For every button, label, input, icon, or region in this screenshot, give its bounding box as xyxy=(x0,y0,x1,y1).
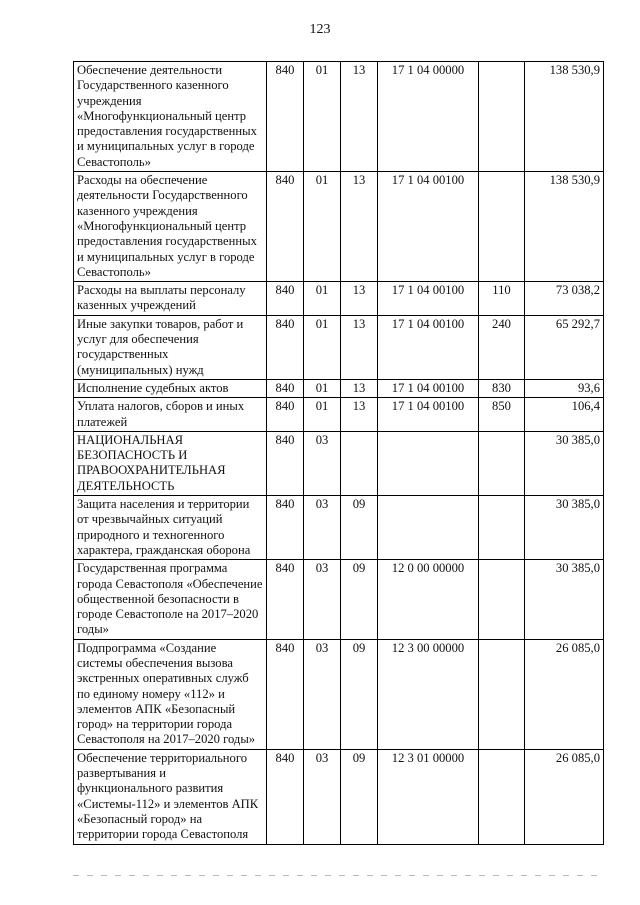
row-rz: 01 xyxy=(304,282,341,316)
row-csr: 12 3 01 00000 xyxy=(378,749,479,844)
row-name: Иные закупки товаров, работ и услуг для обеспечения государственных (муниципальных) нужд xyxy=(74,315,267,379)
page-number: 123 xyxy=(309,22,331,37)
row-vr: 110 xyxy=(479,282,525,316)
row-csr: 17 1 04 00000 xyxy=(378,62,479,172)
row-ved: 840 xyxy=(267,398,304,432)
table-row xyxy=(74,172,604,282)
row-amount: 30 385,0 xyxy=(525,560,604,639)
row-amount: 26 085,0 xyxy=(525,749,604,844)
table-row xyxy=(74,496,604,560)
row-ved: 840 xyxy=(267,62,304,172)
table-row xyxy=(74,749,604,844)
row-ved: 840 xyxy=(267,496,304,560)
row-pr: 13 xyxy=(341,379,378,397)
row-csr: 17 1 04 00100 xyxy=(378,172,479,282)
row-pr: 09 xyxy=(341,749,378,844)
row-rz: 03 xyxy=(304,639,341,749)
row-rz: 01 xyxy=(304,379,341,397)
row-vr: 240 xyxy=(479,315,525,379)
row-csr: 17 1 04 00100 xyxy=(378,282,479,316)
row-pr: 13 xyxy=(341,62,378,172)
row-name: Защита населения и территории от чрезвычайных ситуаций природного и техногенного характера, гражданская оборона xyxy=(74,496,267,560)
row-name: Расходы на выплаты персоналу казенных учреждений xyxy=(74,282,267,316)
row-name: Расходы на обеспечение деятельности Государственного казенного учреждения «Многофункциональный центр предоставления государственных и муниципальных услуг в городе Севастополь» xyxy=(74,172,267,282)
row-vr: 830 xyxy=(479,379,525,397)
row-name: Обеспечение территориального развертывания и функционального развития «Системы-112» и элементов АПК «Безопасный город» на территории города Севастополя xyxy=(74,749,267,844)
row-amount: 26 085,0 xyxy=(525,639,604,749)
table-row xyxy=(74,398,604,432)
row-pr: 09 xyxy=(341,639,378,749)
row-csr xyxy=(378,496,479,560)
row-amount: 93,6 xyxy=(525,379,604,397)
row-pr: 13 xyxy=(341,315,378,379)
row-name: Подпрограмма «Создание системы обеспечения вызова экстренных оперативных служб по единому номеру «112» и элементов АПК «Безопасный город» на территории города Севастополя на 2017–2020 годы» xyxy=(74,639,267,749)
row-ved: 840 xyxy=(267,749,304,844)
row-csr: 17 1 04 00100 xyxy=(378,315,479,379)
row-name: Уплата налогов, сборов и иных платежей xyxy=(74,398,267,432)
row-rz: 01 xyxy=(304,315,341,379)
row-amount: 65 292,7 xyxy=(525,315,604,379)
table-row xyxy=(74,560,604,639)
row-vr xyxy=(479,62,525,172)
row-name: Исполнение судебных актов xyxy=(74,379,267,397)
row-ved: 840 xyxy=(267,315,304,379)
row-ved: 840 xyxy=(267,172,304,282)
row-amount: 106,4 xyxy=(525,398,604,432)
row-pr: 09 xyxy=(341,560,378,639)
row-name: НАЦИОНАЛЬНАЯ БЕЗОПАСНОСТЬ И ПРАВООХРАНИТЕЛЬНАЯ ДЕЯТЕЛЬНОСТЬ xyxy=(74,431,267,495)
row-rz: 01 xyxy=(304,172,341,282)
row-name: Обеспечение деятельности Государственного казенного учреждения «Многофункциональный центр предоставления государственных и муниципальных услуг в городе Севастополь» xyxy=(74,62,267,172)
row-csr xyxy=(378,431,479,495)
row-csr: 17 1 04 00100 xyxy=(378,398,479,432)
row-pr: 13 xyxy=(341,172,378,282)
row-vr xyxy=(479,431,525,495)
row-amount: 73 038,2 xyxy=(525,282,604,316)
row-csr: 12 3 00 00000 xyxy=(378,639,479,749)
row-ved: 840 xyxy=(267,560,304,639)
table-row xyxy=(74,431,604,495)
row-rz: 01 xyxy=(304,398,341,432)
row-amount: 30 385,0 xyxy=(525,496,604,560)
row-ved: 840 xyxy=(267,282,304,316)
row-amount: 138 530,9 xyxy=(525,172,604,282)
row-amount: 138 530,9 xyxy=(525,62,604,172)
row-rz: 03 xyxy=(304,431,341,495)
row-csr: 12 0 00 00000 xyxy=(378,560,479,639)
row-csr: 17 1 04 00100 xyxy=(378,379,479,397)
row-pr xyxy=(341,431,378,495)
row-ved: 840 xyxy=(267,379,304,397)
row-rz: 03 xyxy=(304,496,341,560)
row-rz: 03 xyxy=(304,560,341,639)
row-vr xyxy=(479,560,525,639)
row-amount: 30 385,0 xyxy=(525,431,604,495)
row-ved: 840 xyxy=(267,639,304,749)
row-name: Государственная программа города Севастополя «Обеспечение общественной безопасности в городе Севастополе на 2017–2020 годы» xyxy=(74,560,267,639)
table-row xyxy=(74,315,604,379)
row-vr xyxy=(479,639,525,749)
budget-table xyxy=(73,61,604,845)
table-row xyxy=(74,379,604,397)
row-pr: 13 xyxy=(341,282,378,316)
row-rz: 03 xyxy=(304,749,341,844)
row-vr: 850 xyxy=(479,398,525,432)
row-vr xyxy=(479,749,525,844)
table-row xyxy=(74,639,604,749)
row-pr: 09 xyxy=(341,496,378,560)
scan-edge-mark xyxy=(73,875,603,876)
row-pr: 13 xyxy=(341,398,378,432)
row-vr xyxy=(479,172,525,282)
row-rz: 01 xyxy=(304,62,341,172)
table-row xyxy=(74,62,604,172)
row-ved: 840 xyxy=(267,431,304,495)
table-row xyxy=(74,282,604,316)
row-vr xyxy=(479,496,525,560)
